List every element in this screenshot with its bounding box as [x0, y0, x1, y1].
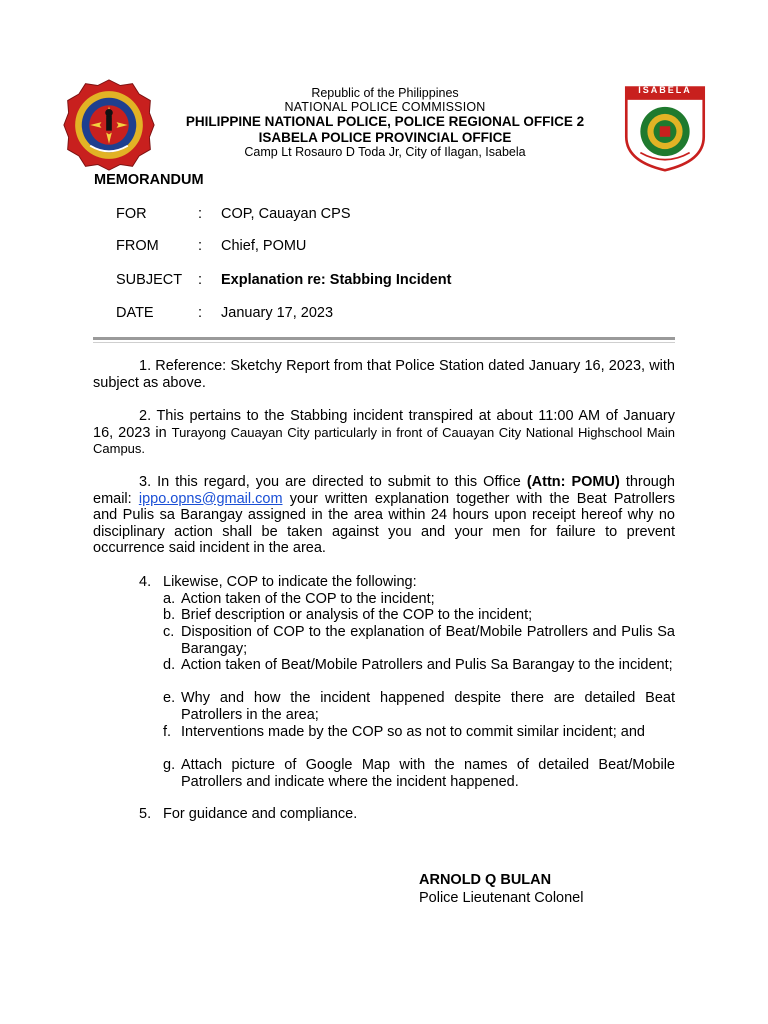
- list-item-f: [163, 724, 675, 741]
- paragraph-5: [139, 806, 675, 824]
- attn-pomu: (Attn: POMU): [526, 474, 620, 490]
- paragraph-5-text: For guidance and compliance.: [163, 806, 358, 822]
- isabela-ppo-seal-icon: [620, 84, 710, 172]
- list-item-e: [163, 690, 675, 723]
- list-item-text: Action taken of the COP to the incident;: [181, 591, 435, 607]
- paragraph-4-text: Likewise, COP to indicate the following:: [163, 574, 417, 590]
- paragraph-2: [93, 408, 675, 458]
- list-item-letter: e.: [163, 690, 176, 706]
- letterhead-address: Camp Lt Rosauro D Toda Jr, City of Ilagan, Isabela: [244, 145, 526, 159]
- letterhead-pro2: PHILIPPINE NATIONAL POLICE, POLICE REGIONAL OFFICE 2: [185, 114, 585, 129]
- list-item-text: Why and how the incident happened despite there are detailed Beat Patrollers in the area;: [181, 690, 675, 723]
- paragraph-2-text-a: 2. This pertains to the Stabbing incident transpired at about 11:00 AM of January 16, 2023 in: [93, 408, 675, 441]
- email-link[interactable]: ippo.opns@gmail.com: [138, 490, 283, 507]
- letterhead-ippo: ISABELA POLICE PROVINCIAL OFFICE: [258, 130, 512, 145]
- letterhead-napolcom: NATIONAL POLICE COMMISSION: [284, 100, 486, 114]
- list-item-c: [163, 624, 675, 657]
- list-item-g: [163, 757, 675, 790]
- pnp-seal-icon: [62, 78, 156, 172]
- header-divider: [93, 337, 675, 340]
- list-item-letter: f.: [163, 724, 172, 740]
- field-colon: :: [198, 272, 203, 288]
- list-item-text: Brief description or analysis of the COP to the incident;: [181, 607, 533, 623]
- list-item-text: Disposition of COP to the explanation of Beat/Mobile Patrollers and Pulis Sa Barangay;: [181, 624, 675, 657]
- list-item-text: Action taken of Beat/Mobile Patrollers and Pulis Sa Barangay to the incident;: [181, 657, 673, 673]
- paragraph-3-text-c: your written explanation together with the Beat Patrollers and Pulis sa Barangay assigned in the area within 24 hours upon receipt hereof why no disciplinary action shall be taken against you and your men for failure to prevent occurrence said incident in the area.: [93, 490, 676, 556]
- paragraph-2-text-b: Turayong Cauayan City particularly in front of Cauayan City National Highschool Main Campus.: [93, 424, 675, 456]
- field-label: DATE: [116, 305, 154, 321]
- letterhead: [160, 86, 610, 160]
- list-item-text: Interventions made by the COP so as not to commit similar incident; and: [181, 724, 645, 740]
- field-colon: :: [198, 206, 203, 222]
- list-item-letter: a.: [163, 591, 176, 607]
- field-label: SUBJECT: [116, 272, 183, 288]
- list-item-letter: c.: [163, 624, 175, 640]
- paragraph-1-text: 1. Reference: Sketchy Report from that Police Station dated January 16, 2023, with subject as above.: [93, 358, 675, 391]
- list-item-b: [163, 607, 675, 624]
- isabela-seal-text: ISABELA: [638, 85, 692, 95]
- memo-title: MEMORANDUM: [94, 172, 204, 188]
- list-item-letter: g.: [163, 757, 176, 773]
- list-item-a: [163, 591, 675, 608]
- header-divider-shadow: [93, 342, 675, 343]
- field-value: January 17, 2023: [221, 305, 334, 321]
- list-item-d: [163, 657, 675, 674]
- field-value: Chief, POMU: [221, 238, 307, 254]
- paragraph-3-text-a: 3. In this regard, you are directed to submit to this Office: [139, 474, 521, 490]
- field-value: Explanation re: Stabbing Incident: [221, 272, 452, 288]
- list-item-text: Attach picture of Google Map with the names of detailed Beat/Mobile Patrollers and indicate where the incident happened.: [181, 757, 675, 790]
- paragraph-5-number: 5.: [139, 806, 152, 822]
- field-colon: :: [198, 238, 203, 254]
- list-item-letter: b.: [163, 607, 176, 623]
- signatory-rank: Police Lieutenant Colonel: [419, 890, 584, 906]
- paragraph-1: [93, 358, 675, 391]
- paragraph-3-text-b: through email:: [93, 474, 675, 507]
- field-label: FOR: [116, 206, 147, 222]
- field-colon: :: [198, 305, 203, 321]
- paragraph-4-number: 4.: [139, 574, 152, 590]
- signatory-name: ARNOLD Q BULAN: [419, 872, 552, 888]
- paragraph-4-heading: [139, 574, 675, 592]
- field-value: COP, Cauayan CPS: [221, 206, 351, 222]
- field-label: FROM: [116, 238, 159, 254]
- letterhead-republic: Republic of the Philippines: [311, 86, 459, 100]
- list-item-letter: d.: [163, 657, 176, 673]
- paragraph-3: [93, 474, 675, 557]
